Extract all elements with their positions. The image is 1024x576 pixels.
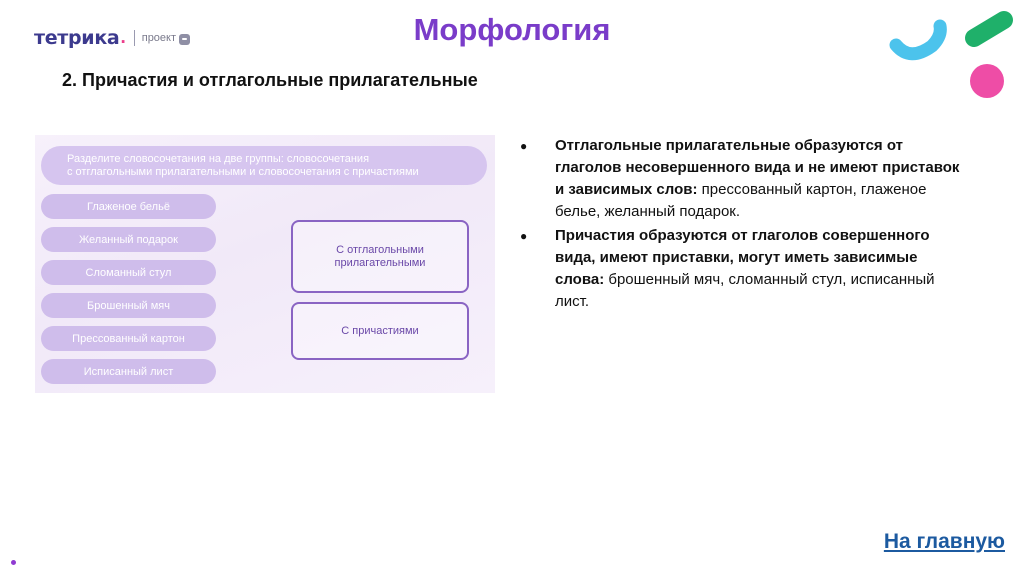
phrase-pill[interactable]: Желанный подарок <box>41 227 216 252</box>
exercise-instruction <box>41 146 487 185</box>
group-adjectives-line-2: прилагательными <box>334 256 426 269</box>
phrase-pill[interactable]: Сломанный стул <box>41 260 216 285</box>
group-adjectives-line-1: С отглагольными <box>336 243 424 256</box>
logo-name: тетрика <box>34 27 120 49</box>
decorative-shapes-icon <box>880 0 1024 110</box>
phrase-pill[interactable]: Брошенный мяч <box>41 293 216 318</box>
group-participles-dropzone[interactable] <box>291 302 469 360</box>
phrase-pill[interactable]: Глаженое бельё <box>41 194 216 219</box>
home-link[interactable]: На главную <box>883 530 1005 553</box>
bullet-icon: ● <box>520 139 528 153</box>
rule-examples: прессованный картон, глаженое белье, желанный подарок. <box>555 181 927 220</box>
rules-list <box>520 135 960 315</box>
rule-item <box>520 135 960 223</box>
page-title: Морфология <box>413 12 611 47</box>
exercise-card <box>35 135 495 393</box>
rule-examples: брошенный мяч, сломанный стул, исписанный лист. <box>555 271 935 310</box>
page-subtitle: 2. Причастия и отглагольные прилагательные <box>62 70 478 90</box>
logo-dot: . <box>120 27 126 48</box>
instruction-line-2: с отглагольными прилагательными и словосочетания с причастиями <box>67 165 419 178</box>
pink-circle-icon <box>970 64 1004 98</box>
instruction-line-1: Разделите словосочетания на две группы: словосочетания <box>67 152 370 165</box>
rule-bold-text: Причастия образуются от глаголов совершенного вида, имеют приставки, могут иметь зависимые слова: <box>555 227 930 288</box>
group-participles-label: С причастиями <box>341 324 419 337</box>
phrase-pill[interactable]: Прессованный картон <box>41 326 216 351</box>
green-pill-icon <box>974 20 1004 38</box>
blue-swoosh-icon <box>896 26 940 54</box>
rule-item <box>520 225 960 313</box>
bullet-icon: ● <box>520 229 528 243</box>
rule-bold-text: Отглагольные прилагательные образуются от глаголов несовершенного вида и не имеют приставок и зависимых слов: <box>555 137 960 198</box>
group-adjectives-dropzone[interactable] <box>291 220 469 293</box>
slide-nav-dot[interactable] <box>11 560 16 565</box>
logo-project-label: проект <box>141 32 177 44</box>
phrase-pill[interactable]: Исписанный лист <box>41 359 216 384</box>
